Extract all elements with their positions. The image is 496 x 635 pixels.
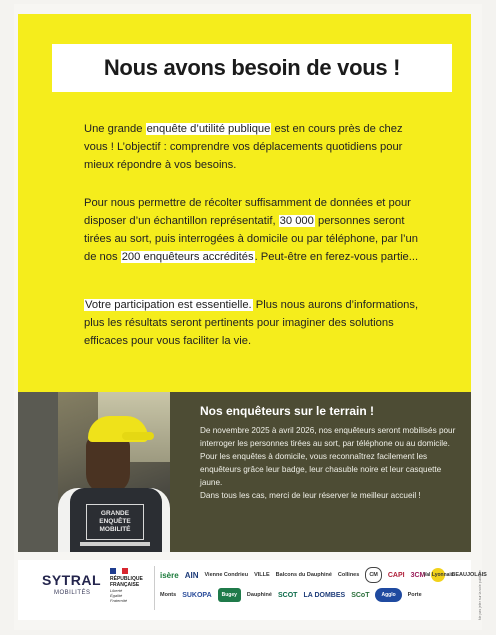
paragraph2-post: . Peut-être en ferez-vous partie...: [254, 251, 419, 263]
rf-motto3: Fraternité: [110, 598, 128, 603]
photo-wall: [18, 392, 58, 552]
logo-beaujolais: BEAUJOLAIS: [451, 571, 487, 578]
paragraph3-post: Plus nous aurons d’informations, plus les résultats seront pertinents pour imaginer des solutions efficaces pour vous faciliter la vie.: [84, 299, 419, 347]
terrain-paragraph-2: Pour les enquêtes à domicile, vous reconnaîtrez facilement les enquêteurs grâce leur badge, leur chasuble noire et leur casquette jaune.: [200, 452, 442, 487]
sytral-logo: SYTRAL: [42, 572, 101, 588]
terrain-text: [200, 424, 462, 502]
logo-bugey: Bugey: [218, 588, 241, 602]
logo-isere: isère: [160, 570, 179, 580]
logo-capi: CAPI: [387, 571, 405, 579]
title-bar: [52, 44, 452, 92]
logo-monts: Monts: [160, 591, 177, 598]
partner-logos-row-2: [160, 588, 422, 602]
paragraph1-pre: Une grande: [84, 123, 146, 135]
highlight-30000: 30 000: [279, 215, 314, 227]
vest-stripe: [80, 542, 150, 546]
cap-brim: [122, 432, 154, 440]
paragraph-participation: [84, 296, 424, 350]
highlight-participation: Votre participation est essentielle.: [85, 299, 252, 311]
rf-motto2: Égalité: [110, 593, 123, 598]
paragraph2-mid: personnes seront tirées au sort, puis interrogées à domicile ou par téléphone, par l’un de nos: [84, 215, 418, 263]
partner-logos-row-1: [160, 567, 487, 583]
vest-label-line3: MOBILITÉ: [99, 526, 131, 533]
paragraph2-pre: Pour nous permettre de récolter suffisamment de données et pour disposer d’un échantillon représentatif,: [84, 197, 411, 227]
investigator-photo: [18, 392, 170, 552]
rf-motto1: Liberté: [110, 588, 123, 593]
highlight-200-investigators: 200 enquêteurs accrédités: [121, 251, 254, 263]
logo-scot-2: SCoT: [351, 591, 370, 599]
logo-sukopa: SUKOPA: [182, 591, 212, 599]
logo-3cm: 3CM: [410, 571, 426, 579]
rf-line2: FRANÇAISE: [110, 582, 140, 588]
side-note: Ne pas jeter sur la voie publique: [478, 569, 482, 620]
logo-val-lyonnais: Val Lyonnais: [431, 568, 445, 582]
logo-ville: VILLE: [254, 571, 270, 578]
paragraph-survey-intro: [84, 120, 424, 174]
paragraph-sample: [84, 194, 424, 266]
vest-label: [86, 504, 144, 540]
sytral-logo-subtitle: MOBILITÉS: [54, 590, 91, 596]
page-title: Nous avons besoin de vous !: [103, 55, 401, 80]
french-flag-icon: [110, 568, 128, 574]
logo-ain: AIN: [184, 570, 199, 580]
logo-balcons-dauphine: Balcons du Dauphiné: [275, 571, 332, 578]
vest-label-line2: ENQUÊTE: [99, 518, 131, 525]
logo-cm: CM: [365, 567, 382, 583]
logo-agglo: Agglo: [375, 588, 401, 602]
logo-collines: Collines: [337, 571, 360, 578]
rf-line1: RÉPUBLIQUE: [110, 576, 143, 582]
terrain-paragraph-3: Dans tous les cas, merci de leur réserver le meilleur accueil !: [200, 491, 421, 500]
paragraph1-post: est en cours près de chez vous ! L’objectif : comprendre vos déplacements quotidiens pour mieux répondre à vos besoins.: [84, 123, 403, 171]
logo-dauphine: Dauphiné: [246, 591, 272, 598]
terrain-title: Nos enquêteurs sur le terrain !: [200, 404, 375, 418]
photo-hair: [86, 436, 130, 494]
vest-label-line1: GRANDE: [100, 510, 130, 517]
logo-scot: SCOT: [277, 591, 298, 599]
highlight-utility-survey: enquête d’utilité publique: [146, 123, 271, 135]
terrain-paragraph-1: De novembre 2025 à avril 2026, nos enquêteurs seront mobilisés pour interroger les personnes tirées au sort, par téléphone ou au domicile.: [200, 426, 456, 448]
logo-la-dombes: LA DOMBES: [303, 591, 346, 599]
logo-porte: Porte: [407, 591, 422, 598]
republique-francaise-logo: [110, 568, 150, 610]
logo-vienne-condrieu: Vienne Condrieu: [204, 571, 249, 578]
logos-separator: [154, 566, 155, 610]
